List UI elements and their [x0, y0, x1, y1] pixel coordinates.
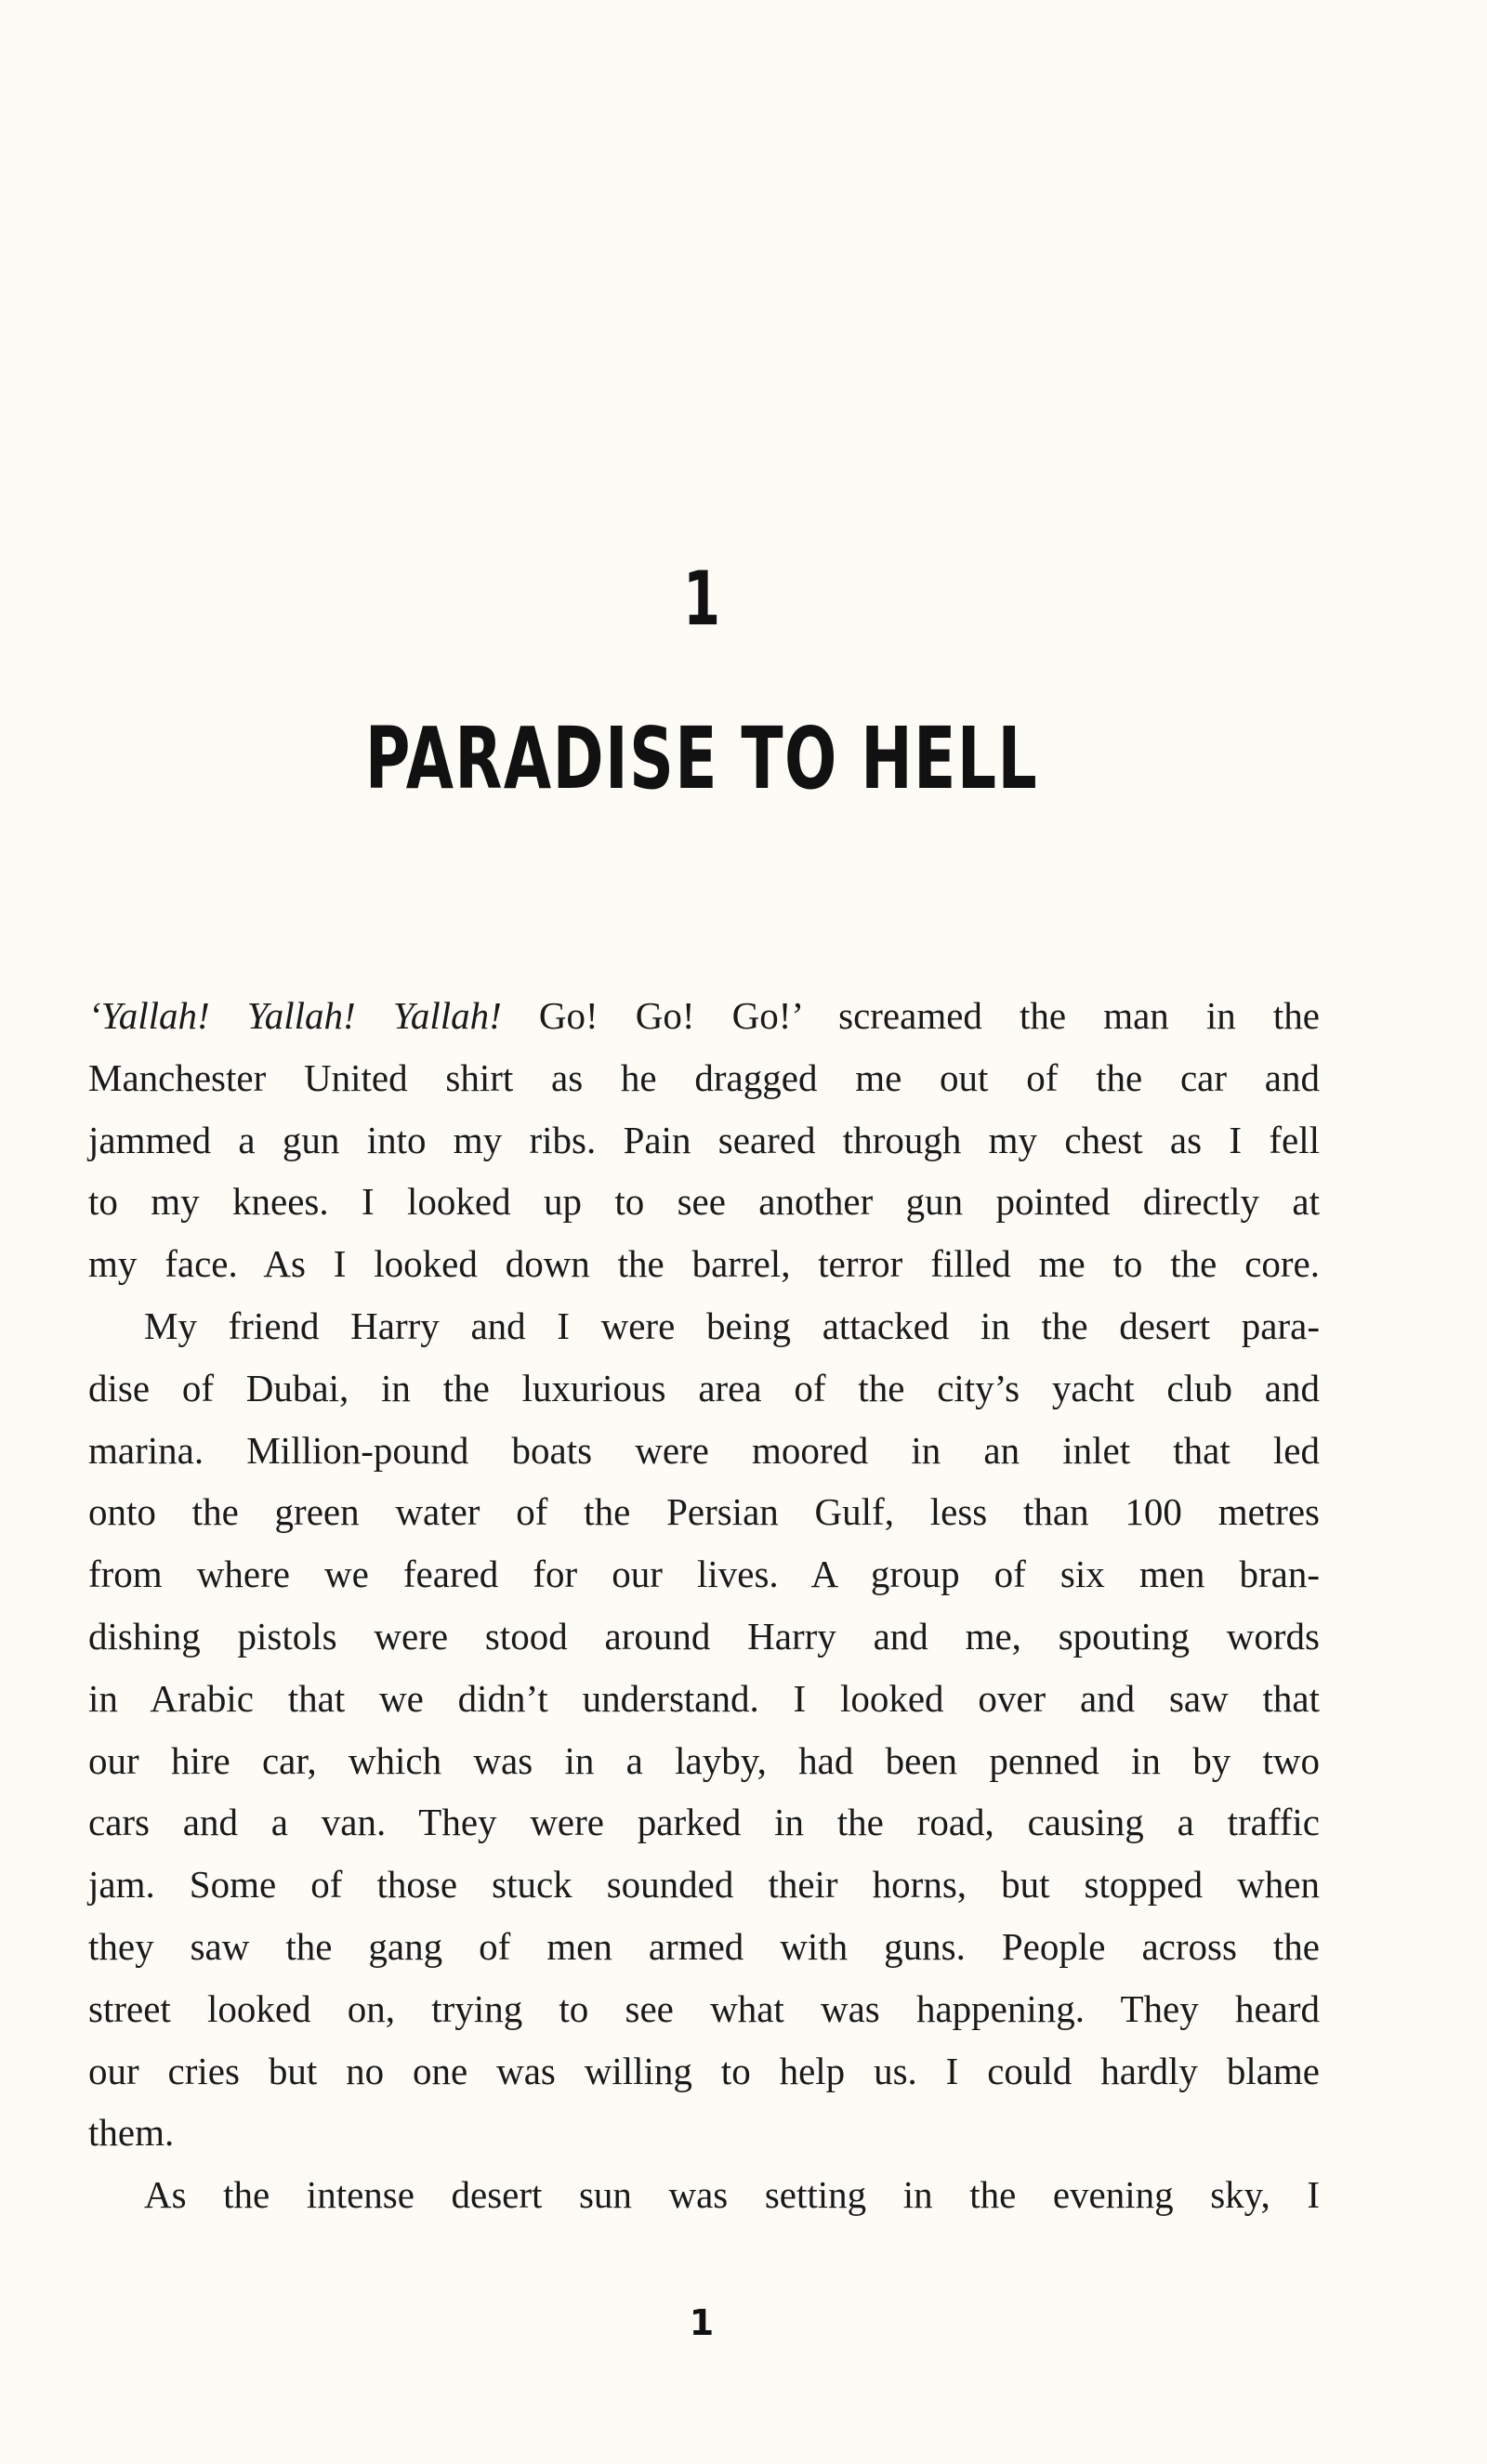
text-line: street looked on, trying to see what was happening. They heard: [88, 1986, 1320, 2030]
text-line: to my knees. I looked up to see another gun pointed directly at: [88, 1180, 1320, 1224]
text-line: [88, 985, 1320, 1047]
text-line: them.: [88, 2111, 175, 2155]
text-line: our hire car, which was in a layby, had been penned in by two: [88, 1738, 1320, 1782]
line-text: Go! Go! Go!’ screamed the man in the: [501, 994, 1320, 1037]
text-line: they saw the gang of men armed with guns. People across the: [88, 1924, 1320, 1968]
text-line: As the intense desert sun was setting in the evening sky, I: [144, 2173, 1320, 2217]
text-line: dise of Dubai, in the luxurious area of the city’s yacht club and: [88, 1366, 1320, 1409]
chapter-number: 1: [682, 556, 721, 642]
text-line: jam. Some of those stuck sounded their horns, but stopped when: [88, 1863, 1320, 1907]
chapter-body: [88, 985, 1320, 2226]
italic-exclamation: ‘Yallah! Yallah! Yallah!: [88, 994, 502, 1037]
text-line: in Arabic that we didn’t understand. I looked over and saw that: [88, 1676, 1320, 1720]
text-line: jammed a gun into my ribs. Pain seared through my chest as I fell: [88, 1118, 1320, 1161]
text-line: onto the green water of the Persian Gulf, less than 100 metres: [88, 1490, 1320, 1534]
text-line: cars and a van. They were parked in the road, causing a traffic: [88, 1801, 1320, 1844]
text-line: my face. As I looked down the barrel, terror filled me to the core.: [88, 1242, 1320, 1286]
page-number: 1: [689, 2302, 715, 2343]
text-line: marina. Million-pound boats were moored in an inlet that led: [88, 1428, 1320, 1472]
chapter-title: PARADISE TO HELL: [364, 709, 1039, 808]
text-line: from where we feared for our lives. A group of six men bran-: [88, 1553, 1320, 1596]
text-line: My friend Harry and I were being attacked in the desert para-: [144, 1304, 1320, 1347]
text-line: our cries but no one was willing to help us. I could hardly blame: [88, 2049, 1320, 2092]
text-line: dishing pistols were stood around Harry and me, spouting words: [88, 1614, 1320, 1658]
text-line: Manchester United shirt as he dragged me out of the car and: [88, 1055, 1320, 1099]
